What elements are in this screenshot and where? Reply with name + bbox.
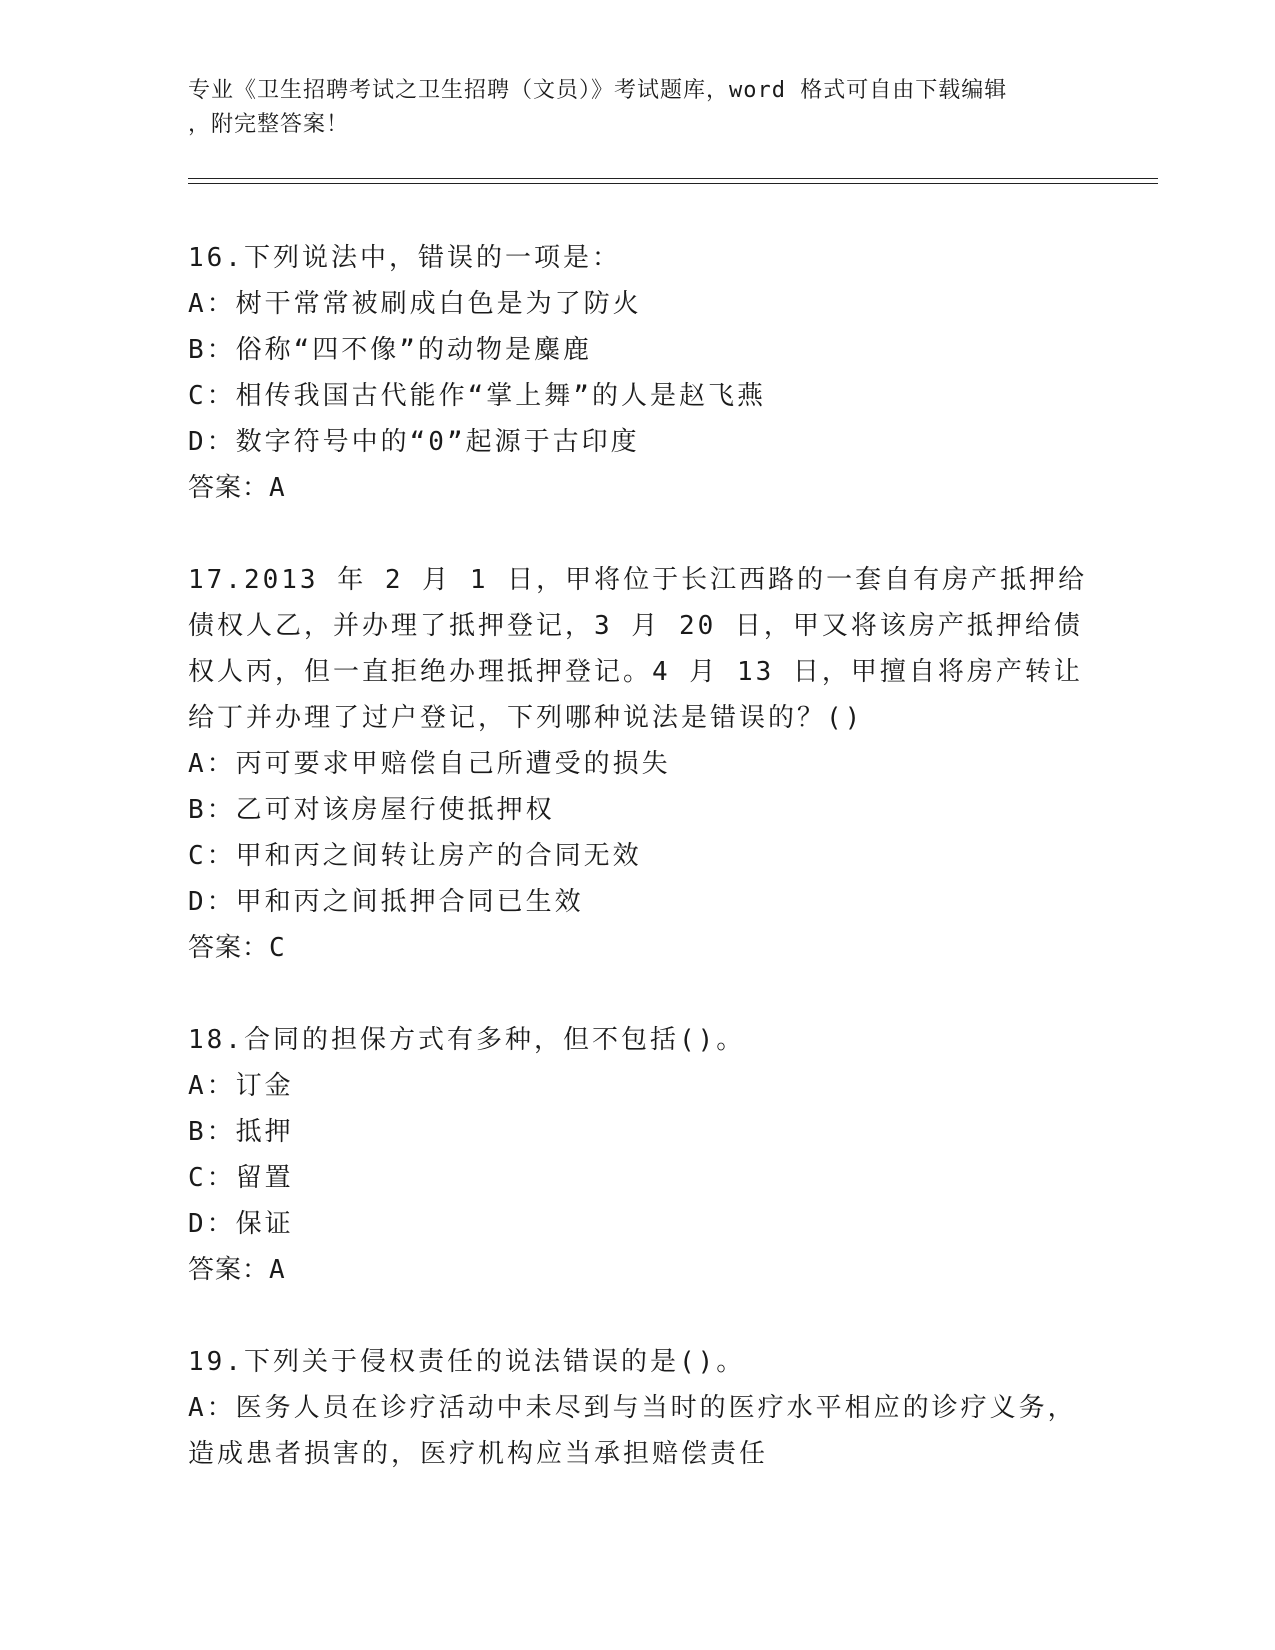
- option-c: C：留置: [188, 1163, 294, 1193]
- question-text: 19.下列关于侵权责任的说法错误的是()。: [188, 1347, 746, 1377]
- question-19: [188, 1339, 1088, 1477]
- document-header: [188, 74, 1088, 142]
- option-b: B：俗称“四不像”的动物是麋鹿: [188, 335, 592, 365]
- option-c: C：相传我国古代能作“掌上舞”的人是赵飞燕: [188, 381, 766, 411]
- option-b: B：抵押: [188, 1117, 294, 1147]
- option-a: A：医务人员在诊疗活动中未尽到与当时的医疗水平相应的诊疗义务，造成患者损害的，医疗机构应当承担赔偿责任: [188, 1393, 1077, 1469]
- question-17: [188, 557, 1088, 971]
- answer: 答案：A: [188, 473, 286, 503]
- option-c: C：甲和丙之间转让房产的合同无效: [188, 841, 642, 871]
- question-text: 17.2013 年 2 月 1 日，甲将位于长江西路的一套自有房产抵押给债权人乙，并办理了抵押登记，3 月 20 日，甲又将该房产抵押给债权人丙，但一直拒绝办理抵押登记。4 月 13 日，甲擅自将房产转让给丁并办理了过户登记，下列哪种说法是错误的？(): [188, 565, 1088, 733]
- question-text: 16.下列说法中，错误的一项是：: [188, 243, 621, 273]
- option-d: D：甲和丙之间抵押合同已生效: [188, 887, 584, 917]
- question-text: 18.合同的担保方式有多种，但不包括()。: [188, 1025, 746, 1055]
- answer: 答案：A: [188, 1255, 286, 1285]
- header-divider-bottom: [188, 183, 1158, 184]
- question-16: [188, 235, 1088, 511]
- answer: 答案：C: [188, 933, 286, 963]
- header-divider-top: [188, 178, 1158, 179]
- question-list: [188, 235, 1088, 1523]
- option-a: A：订金: [188, 1071, 294, 1101]
- header-line-2: ，附完整答案！: [188, 112, 350, 137]
- option-b: B：乙可对该房屋行使抵押权: [188, 795, 555, 825]
- header-line-1: 专业《卫生招聘考试之卫生招聘（文员）》考试题库，word 格式可自由下载编辑: [188, 78, 1008, 103]
- option-a: A：丙可要求甲赔偿自己所遭受的损失: [188, 749, 671, 779]
- option-a: A：树干常常被刷成白色是为了防火: [188, 289, 642, 319]
- option-d: D：数字符号中的“0”起源于古印度: [188, 427, 640, 457]
- option-d: D：保证: [188, 1209, 294, 1239]
- question-18: [188, 1017, 1088, 1293]
